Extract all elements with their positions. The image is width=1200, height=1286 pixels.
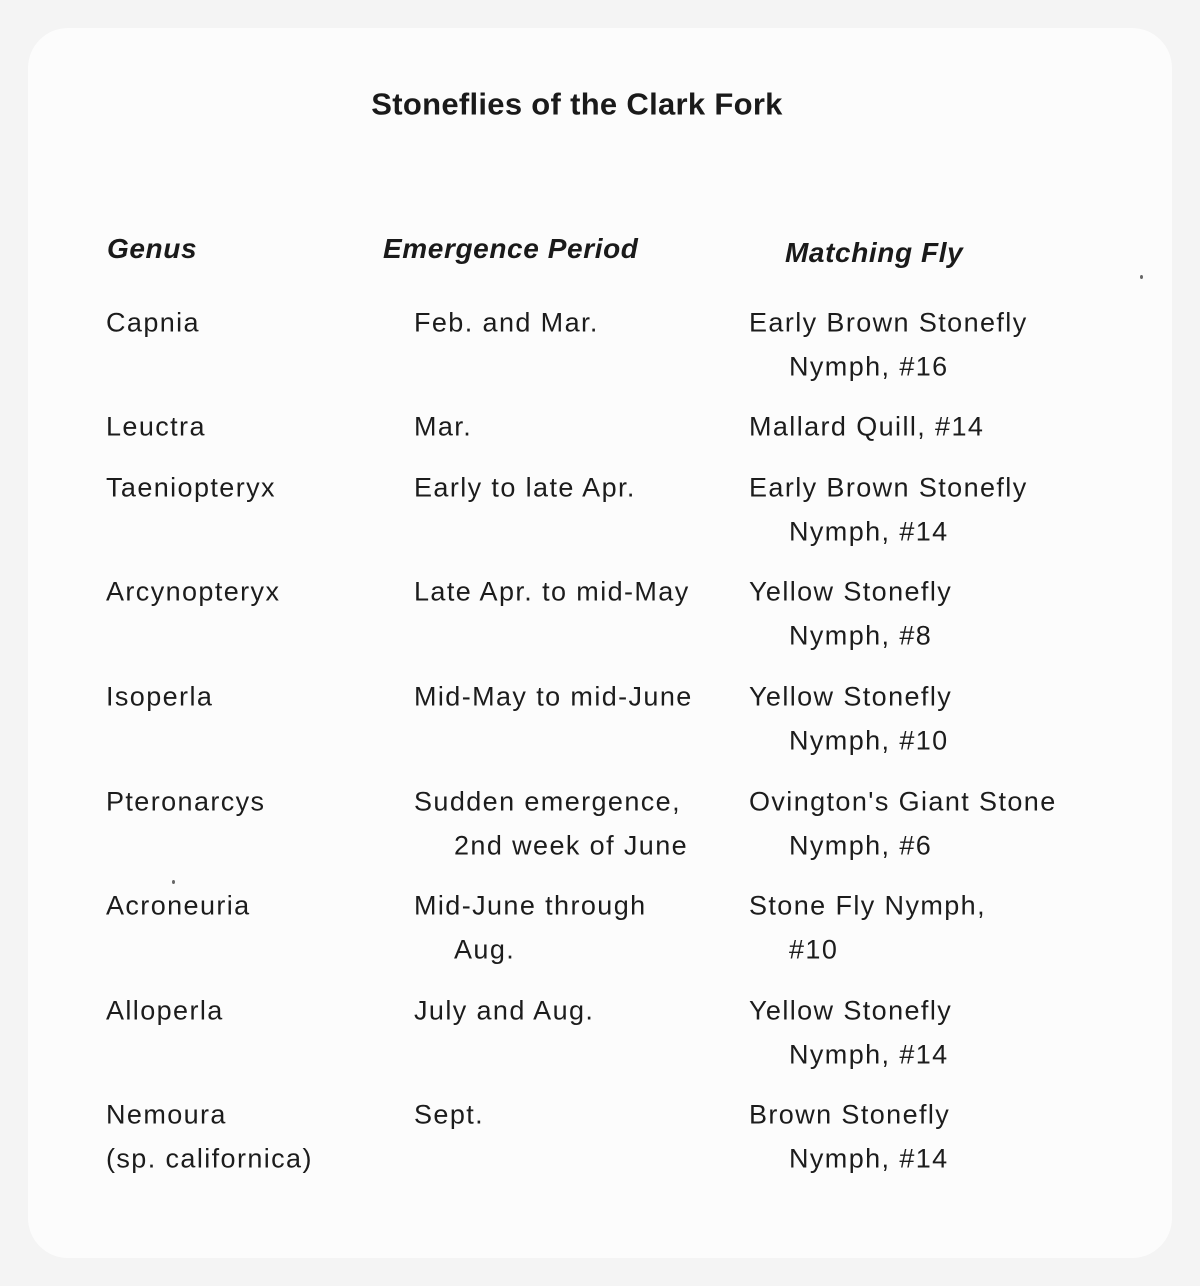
matching-fly-cell: Nymph, #6 [789,830,933,861]
genus-cell: Nemoura [106,1099,227,1130]
header-genus: Genus [107,233,198,264]
matching-fly-cell: Stone Fly Nymph, [749,890,986,921]
emergence-cell: Mid-June through [414,890,647,921]
matching-fly-cell: Nymph, #16 [789,351,949,382]
genus-cell: Taeniopteryx [106,472,276,503]
genus-cell: Pteronarcys [106,786,266,817]
paper-speck [172,880,175,884]
emergence-cell: Mid-May to mid-June [414,681,693,712]
emergence-cell: Late Apr. to mid-May [414,576,690,607]
genus-cell: Isoperla [106,681,214,712]
matching-fly-cell: Nymph, #14 [789,1039,949,1070]
genus-cell: Capnia [106,307,200,338]
matching-fly-cell: Early Brown Stonefly [749,307,1028,338]
matching-fly-cell: #10 [789,934,839,965]
emergence-cell: Sept. [414,1099,485,1130]
paper-speck [1140,275,1143,279]
emergence-cell: July and Aug. [414,995,595,1026]
matching-fly-cell: Nymph, #10 [789,725,949,756]
matching-fly-cell: Early Brown Stonefly [749,472,1028,503]
matching-fly-cell: Ovington's Giant Stone [749,786,1057,817]
header-emergence-period: Emergence Period [383,233,639,264]
genus-cell: Leuctra [106,411,206,442]
matching-fly-cell: Yellow Stonefly [749,681,953,712]
genus-cell: (sp. californica) [106,1143,313,1174]
matching-fly-cell: Brown Stonefly [749,1099,951,1130]
emergence-cell: Feb. and Mar. [414,307,599,338]
header-matching-fly: Matching Fly [785,237,964,268]
matching-fly-cell: Nymph, #14 [789,1143,949,1174]
matching-fly-cell: Yellow Stonefly [749,995,953,1026]
emergence-cell: Aug. [454,934,516,965]
genus-cell: Arcynopteryx [106,576,281,607]
matching-fly-cell: Nymph, #14 [789,516,949,547]
matching-fly-cell: Nymph, #8 [789,620,933,651]
emergence-cell: 2nd week of June [454,830,689,861]
emergence-cell: Sudden emergence, [414,786,681,817]
emergence-cell: Mar. [414,411,473,442]
emergence-cell: Early to late Apr. [414,472,636,503]
matching-fly-cell: Yellow Stonefly [749,576,953,607]
genus-cell: Acroneuria [106,890,251,921]
document-page [28,28,1172,1258]
matching-fly-cell: Mallard Quill, #14 [749,411,985,442]
genus-cell: Alloperla [106,995,224,1026]
table-title: Stoneflies of the Clark Fork [371,86,783,122]
